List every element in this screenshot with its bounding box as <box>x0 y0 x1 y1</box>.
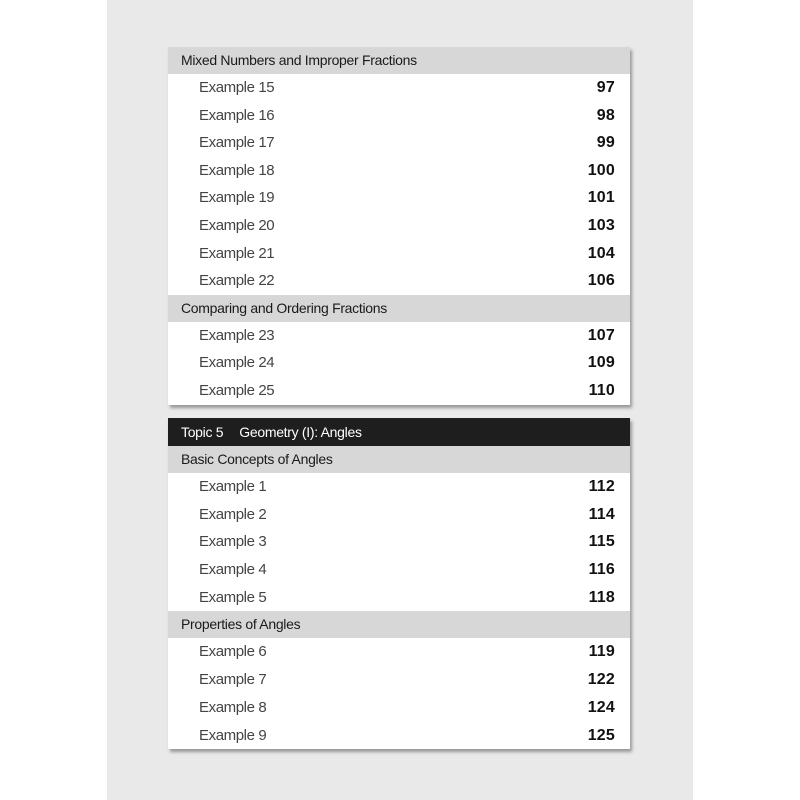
toc-entry[interactable] <box>168 722 630 750</box>
entry-page: 110 <box>588 381 615 399</box>
entry-label: Example 17 <box>199 134 275 152</box>
entry-label: Example 18 <box>199 161 275 179</box>
entry-label: Example 19 <box>199 189 275 207</box>
toc-entry[interactable] <box>168 322 630 350</box>
toc-entry[interactable] <box>168 240 630 268</box>
entry-label: Example 3 <box>199 533 267 551</box>
entry-label: Example 23 <box>199 326 275 344</box>
toc-entry[interactable] <box>168 184 630 212</box>
entry-page: 107 <box>587 326 615 344</box>
toc-entry[interactable] <box>168 694 630 722</box>
entry-label: Example 24 <box>199 354 275 372</box>
entry-page: 114 <box>588 505 615 523</box>
entry-page: 101 <box>587 189 615 207</box>
toc-entry[interactable] <box>168 528 630 556</box>
toc-card-geometry <box>168 418 630 749</box>
entry-label: Example 6 <box>199 643 267 661</box>
entry-page: 97 <box>596 79 615 96</box>
entry-label: Example 2 <box>199 505 267 523</box>
entry-page: 106 <box>587 272 615 290</box>
entry-label: Example 21 <box>199 244 275 262</box>
entry-page: 103 <box>587 216 615 234</box>
section-heading: Properties of Angles <box>168 611 630 638</box>
toc-entry[interactable] <box>168 473 630 501</box>
toc-entry[interactable] <box>168 74 630 102</box>
toc-entry[interactable] <box>168 157 630 185</box>
toc-entry[interactable] <box>168 501 630 529</box>
entry-page: 98 <box>596 106 615 124</box>
section-heading: Comparing and Ordering Fractions <box>168 295 630 322</box>
entry-label: Example 9 <box>199 726 267 744</box>
entry-label: Example 1 <box>199 478 267 495</box>
toc-entry[interactable] <box>168 556 630 584</box>
entry-label: Example 4 <box>199 561 267 579</box>
toc-entry[interactable] <box>168 129 630 157</box>
entry-label: Example 16 <box>199 106 275 124</box>
toc-entry[interactable] <box>168 638 630 666</box>
entry-page: 116 <box>588 561 615 579</box>
toc-entry[interactable] <box>168 666 630 694</box>
entry-label: Example 22 <box>199 272 275 290</box>
entry-page: 99 <box>596 134 615 152</box>
entry-page: 119 <box>588 643 615 661</box>
entry-page: 104 <box>587 244 615 262</box>
topic-title: Geometry (I): Angles <box>239 424 362 440</box>
entry-label: Example 7 <box>199 671 267 689</box>
entry-page: 125 <box>587 726 615 744</box>
toc-entry[interactable] <box>168 377 630 405</box>
toc-entry[interactable] <box>168 212 630 240</box>
toc-card-fractions <box>168 47 630 405</box>
entry-page: 100 <box>587 161 615 179</box>
entry-label: Example 25 <box>199 381 275 399</box>
entry-page: 118 <box>588 588 615 606</box>
entry-page: 109 <box>587 354 615 372</box>
section-heading: Mixed Numbers and Improper Fractions <box>168 47 630 74</box>
entry-page: 115 <box>588 533 615 551</box>
section-heading: Basic Concepts of Angles <box>168 446 630 473</box>
entry-page: 122 <box>587 671 615 689</box>
entry-page: 124 <box>587 698 615 716</box>
toc-entry[interactable] <box>168 584 630 612</box>
toc-entry[interactable] <box>168 349 630 377</box>
toc-entry[interactable] <box>168 102 630 130</box>
entry-label: Example 20 <box>199 216 275 234</box>
topic-number: Topic 5 <box>181 424 224 440</box>
topic-heading <box>168 418 630 446</box>
entry-page: 112 <box>588 478 615 495</box>
entry-label: Example 15 <box>199 79 275 96</box>
entry-label: Example 5 <box>199 588 267 606</box>
entry-label: Example 8 <box>199 698 267 716</box>
toc-entry[interactable] <box>168 267 630 295</box>
